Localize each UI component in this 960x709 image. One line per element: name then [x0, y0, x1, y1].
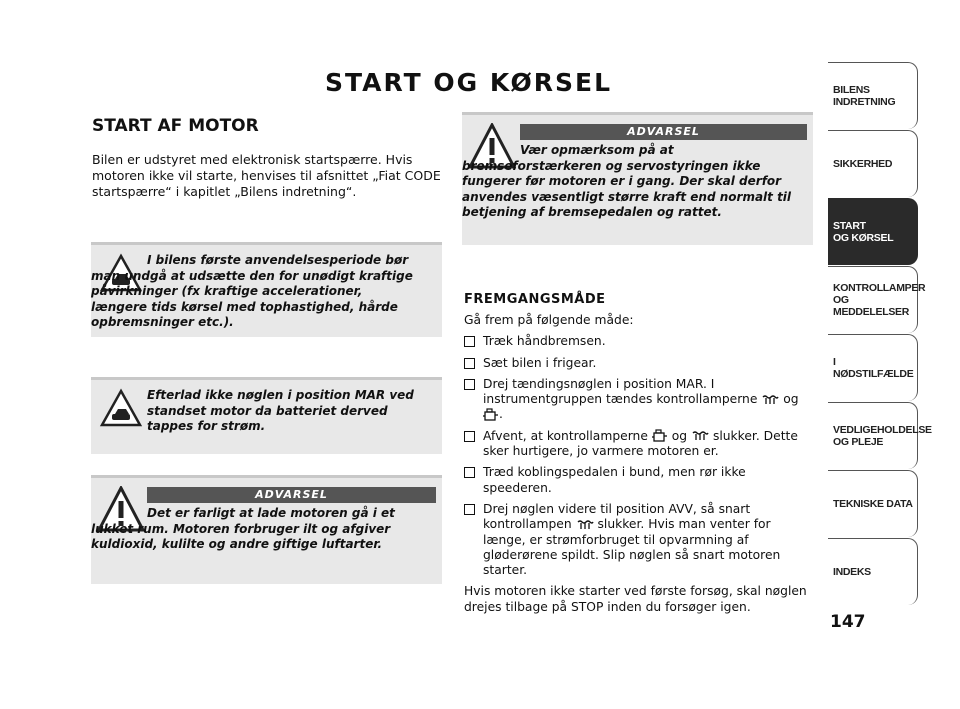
- list-item: Sæt bilen i frigear.: [464, 356, 810, 371]
- car-triangle-icon: [99, 388, 143, 428]
- tab-kontrollamper[interactable]: KONTROLLAMPER OG MEDDELELSER: [828, 266, 918, 333]
- list-item: Træd koblingspedalen i bund, men rør ikke speederen.: [464, 465, 810, 496]
- tab-vedligeholdelse[interactable]: VEDLIGEHOLDELSE OG PLEJE: [828, 402, 918, 469]
- list-item: Drej nøglen videre til position AVV, så snart kontrollampen slukker. Hvis man venter for længe, er strømforbruget til opvarmning af gløderørene spildt. Slip nøglen så snart motoren starter.: [464, 502, 810, 578]
- procedure-title: FREMGANGSMÅDE: [464, 292, 606, 307]
- page-number: 147: [830, 612, 866, 632]
- intro-text: Bilen er udstyret med elektronisk startspærre. Hvis motoren ikke vil starte, henvises til afsnittet „Fiat CODE startspærre“ i kapitlet „Bilens indretning“.: [92, 152, 441, 199]
- chapter-tabs: [828, 62, 932, 606]
- tab-nodstilfaelde[interactable]: I NØDSTILFÆLDE: [828, 334, 918, 401]
- procedure-lead: Gå frem på følgende måde:: [464, 313, 634, 327]
- note-text: Efterlad ikke nøglen i position MAR ved standset motor da batteriet derved tappes for strøm.: [147, 388, 414, 433]
- warning-panel-exhaust: [91, 475, 442, 584]
- procedure-body: [464, 313, 810, 615]
- procedure-tail: Hvis motoren ikke starter ved første forsøg, skal nøglen drejes tilbage på STOP inden du forsøger igen.: [464, 584, 807, 614]
- warning-text: Vær opmærksom på at bremseforstærkeren og servostyringen ikke fungerer før motoren er i gang. Der skal derfor anvendes væsentligt større kraft end normalt til betjening af bremsepedalen og rattet.: [462, 143, 792, 219]
- page-title: START OG KØRSEL: [325, 68, 613, 97]
- tab-sikkerhed[interactable]: SIKKERHED: [828, 130, 918, 197]
- note-panel-first-use: [91, 242, 442, 337]
- note-text: I bilens første anvendelsesperiode bør man undgå at udsætte den for unødigt kraftige påvirkninger (fx kraftige accelerationer, længere tids kørsel med tophastighed, hårde opbremsninger etc.).: [91, 253, 413, 329]
- engine-warning-icon: [652, 429, 668, 443]
- glow-plug-icon: [691, 430, 709, 442]
- procedure-list: [464, 334, 810, 578]
- warning-banner: ADVARSEL: [520, 124, 807, 140]
- tab-bilens-indretning[interactable]: BILENS INDRETNING: [828, 62, 918, 129]
- warning-panel-brakes: [462, 112, 813, 245]
- tab-start-og-korsel[interactable]: START OG KØRSEL: [828, 198, 918, 265]
- list-item: Drej tændingsnøglen i position MAR. I instrumentgruppen tændes kontrollamperne og .: [464, 377, 810, 423]
- warning-banner: ADVARSEL: [147, 487, 436, 503]
- glow-plug-icon: [576, 519, 594, 531]
- warning-text: Det er farligt at lade motoren gå i et lukket rum. Motoren forbruger ilt og afgiver kuldioxid, kulilte og andre giftige luftarter.: [91, 506, 395, 551]
- tab-indeks[interactable]: INDEKS: [828, 538, 918, 605]
- list-item: Afvent, at kontrollamperne og slukker. Dette sker hurtigere, jo varmere motoren er.: [464, 429, 810, 460]
- section-title: START AF MOTOR: [92, 116, 259, 136]
- note-panel-key: [91, 377, 442, 454]
- glow-plug-icon: [761, 394, 779, 406]
- list-item: Træk håndbremsen.: [464, 334, 810, 349]
- tab-tekniske-data[interactable]: TEKNISKE DATA: [828, 470, 918, 537]
- engine-warning-icon: [483, 408, 499, 422]
